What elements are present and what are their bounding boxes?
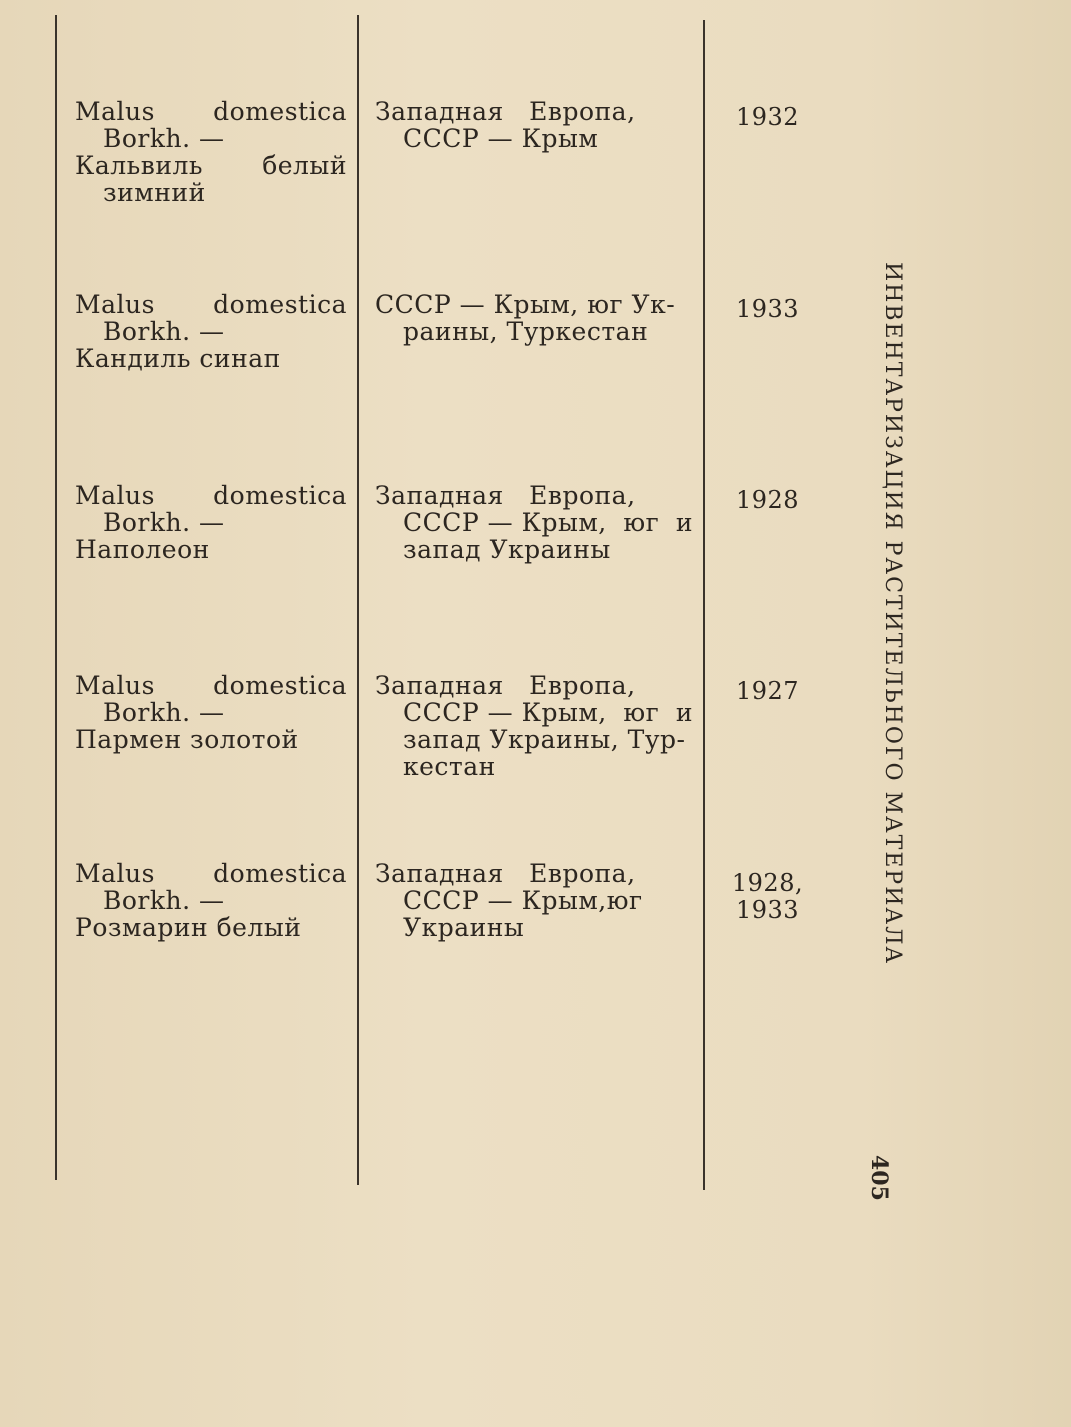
region-part: запад Украины, Тур- (403, 725, 686, 754)
name-species: domestica (213, 671, 347, 700)
table-row-4-name (75, 672, 347, 753)
region-part: раины, Туркестан (403, 317, 649, 346)
region-part: Европа, (529, 481, 636, 510)
region-part: Западная (375, 671, 504, 700)
name-cultivar: Наполеон (75, 535, 210, 564)
name-genus: Malus (75, 671, 155, 700)
column-rule-middle (357, 15, 359, 1185)
region-part: СССР — Крым, (403, 508, 607, 537)
name-genus: Malus (75, 97, 155, 126)
table-row-2-region (375, 291, 693, 345)
name-author: Borkh. — (103, 317, 225, 346)
region-part: Украины (403, 913, 525, 942)
column-rule-right (703, 20, 705, 1190)
name-cultivar-part: Кальвиль (75, 151, 203, 180)
name-species: domestica (213, 859, 347, 888)
table-row-4-region (375, 672, 693, 780)
name-species: domestica (213, 97, 347, 126)
table-row-2-year: 1933 (735, 295, 800, 323)
region-part: кестан (403, 752, 496, 781)
name-author: Borkh. — (103, 508, 225, 537)
name-author: Borkh. — (103, 698, 225, 727)
region-part: Западная (375, 859, 504, 888)
table-row-3-year: 1928 (735, 486, 800, 514)
region-part: Европа, (529, 97, 636, 126)
name-cultivar-part: зимний (103, 178, 206, 207)
table-row-3-region (375, 482, 693, 563)
region-part: Европа, (529, 671, 636, 700)
region-part: Европа, (529, 859, 636, 888)
table-row-2-name (75, 291, 347, 372)
table-row-1-year: 1932 (735, 103, 800, 131)
column-rule-left (55, 15, 57, 1180)
region-part: запад Украины (403, 535, 611, 564)
name-genus: Malus (75, 859, 155, 888)
name-author: Borkh. — (103, 124, 225, 153)
name-cultivar: Кандиль синап (75, 344, 281, 373)
region-part: и (675, 508, 693, 537)
region-part: СССР — Крым, (403, 698, 607, 727)
name-author: Borkh. — (103, 886, 225, 915)
name-species: domestica (213, 481, 347, 510)
region-part: СССР — Крым, (403, 886, 607, 915)
name-species: domestica (213, 290, 347, 319)
table-row-5-name (75, 860, 347, 941)
table-row-3-name (75, 482, 347, 563)
region-part: Западная (375, 481, 504, 510)
name-cultivar: Пармен золотой (75, 725, 299, 754)
table-row-1-region (375, 98, 693, 152)
region-part: СССР — Крым (403, 124, 599, 153)
name-cultivar: Розмарин белый (75, 913, 302, 942)
region-part: и (675, 698, 693, 727)
page-number: 405 (866, 1155, 892, 1201)
region-part: СССР — Крым, юг Ук- (375, 290, 676, 319)
name-cultivar-part: белый (262, 151, 347, 180)
table-row-4-year: 1927 (735, 677, 800, 705)
region-part: юг (606, 886, 643, 915)
running-header: ИНВЕНТАРИЗАЦИЯ РАСТИТЕЛЬНОГО МАТЕРИАЛА (880, 262, 905, 966)
table-row-5-region (375, 860, 693, 941)
region-part: юг (623, 698, 660, 727)
region-part: юг (623, 508, 660, 537)
region-part: Западная (375, 97, 504, 126)
table-row-5-year: 1928, 1933 (731, 869, 804, 924)
name-genus: Malus (75, 481, 155, 510)
name-genus: Malus (75, 290, 155, 319)
table-row-1-name (75, 98, 347, 206)
